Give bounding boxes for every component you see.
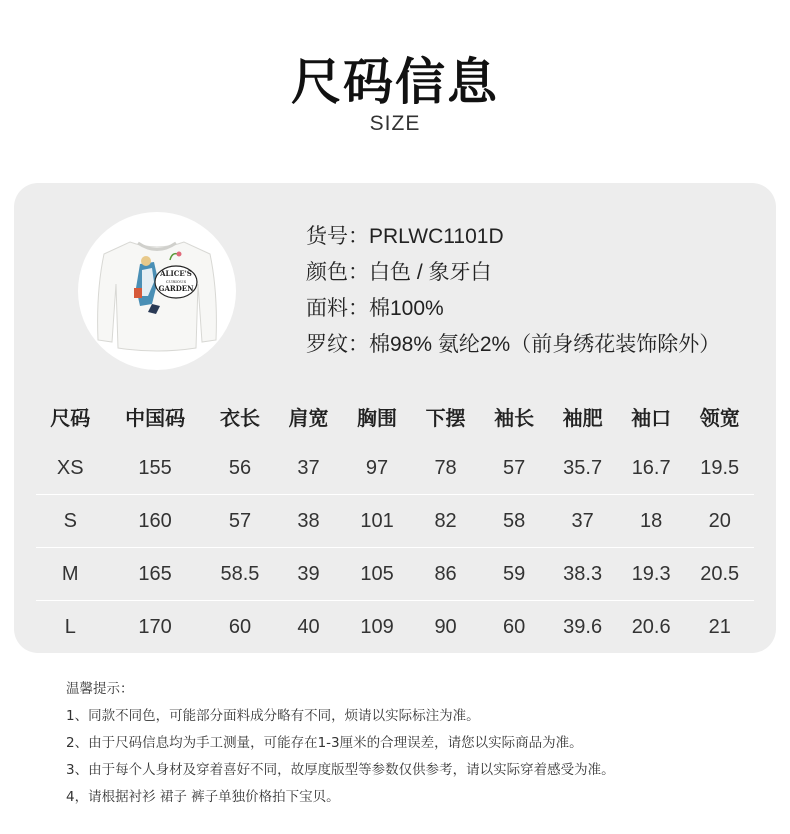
page-title: 尺码信息 (291, 53, 499, 111)
tip-item: 3、由于每个人身材及穿着喜好不同，故厚度版型等参数仅供参考，请以实际穿着感受为准。 (66, 762, 615, 778)
table-cell: 78 (434, 456, 457, 479)
print-text-1: ALICE'S (160, 269, 192, 278)
table-cell: 40 (274, 601, 343, 654)
table-cell: 56 (228, 456, 252, 479)
table-cell: 20 (685, 495, 754, 548)
table-cell: 35.7 (563, 456, 603, 479)
product-image (78, 212, 236, 370)
info-item-color: 颜色：白色 / 象牙白 (306, 260, 492, 284)
table-cell: 90 (411, 601, 480, 654)
table-cell: 19.5 (700, 456, 740, 479)
col-neck-width: 领宽 (699, 405, 740, 430)
col-hem: 下摆 (425, 405, 466, 430)
table-cell: 59 (480, 548, 549, 601)
col-shoulder: 肩宽 (288, 405, 329, 430)
tip-item: 1、同款不同色，可能部分面料成分略有不同，烦请以实际标注为准。 (66, 708, 480, 724)
table-cell: S (36, 495, 105, 548)
table-cell: 97 (365, 456, 389, 479)
col-chest: 胸围 (357, 405, 398, 430)
table-cell: 38.3 (548, 548, 617, 601)
table-cell: 39.6 (548, 601, 617, 654)
col-sleeve-width: 袖肥 (562, 405, 603, 430)
tip-item: 2、由于尺码信息均为手工测量，可能存在1-3厘米的合理误差，请您以实际商品为准。 (66, 735, 583, 751)
table-row (36, 601, 754, 654)
table-row (36, 442, 754, 495)
table-cell: 58.5 (206, 548, 275, 601)
table-cell: 60 (206, 601, 275, 654)
tip-item: 4，请根据衬衫 裙子 裤子单独价格拍下宝贝。 (66, 789, 340, 805)
table-cell: 57 (206, 495, 275, 548)
table-cell: 165 (105, 548, 206, 601)
table-cell: 109 (343, 601, 412, 654)
sweatshirt-illustration (78, 212, 236, 370)
table-cell: XS (56, 456, 84, 479)
table-cell: 160 (105, 495, 206, 548)
table-cell: 18 (617, 495, 686, 548)
table-cell: 101 (343, 495, 412, 548)
info-item-fabric: 面料：棉100% (306, 296, 444, 320)
table-row (36, 495, 754, 548)
size-table (36, 390, 754, 653)
tips-section (66, 676, 615, 811)
table-cell: 37 (297, 456, 320, 479)
color-value: 白色 / 象牙白 (369, 261, 492, 284)
table-cell: 82 (411, 495, 480, 548)
col-cuff: 袖口 (631, 405, 672, 430)
table-cell: 86 (411, 548, 480, 601)
col-sleeve-length: 袖长 (494, 405, 535, 430)
sku-value: PRLWC1101D (369, 225, 504, 248)
size-table-header (36, 390, 754, 442)
print-text-3: GARDEN (158, 284, 194, 293)
table-cell: 57 (502, 456, 526, 479)
print-text-2: CURIOUS (165, 279, 187, 284)
table-cell: 38 (274, 495, 343, 548)
table-cell: 170 (105, 601, 206, 654)
table-cell: 20.5 (685, 548, 754, 601)
table-cell: 105 (343, 548, 412, 601)
table-cell: 19.3 (617, 548, 686, 601)
table-cell: 21 (685, 601, 754, 654)
col-length: 衣长 (219, 405, 260, 430)
col-size: 尺码 (50, 405, 91, 430)
info-item-sku: 货号：PRLWC1101D (306, 224, 504, 248)
table-cell: 155 (138, 456, 172, 479)
table-row (36, 548, 754, 601)
product-info (306, 218, 720, 362)
fabric-value: 棉100% (369, 297, 444, 320)
table-cell: 60 (480, 601, 549, 654)
table-cell: 37 (548, 495, 617, 548)
tips-title: 温馨提示： (66, 681, 134, 697)
table-cell: 16.7 (631, 456, 671, 479)
table-cell: 58 (480, 495, 549, 548)
col-china-size: 中国码 (125, 405, 186, 430)
info-item-rib: 罗纹：棉98% 氨纶2%（前身绣花装饰除外） (306, 332, 721, 356)
table-cell: 20.6 (617, 601, 686, 654)
table-cell: 39 (274, 548, 343, 601)
table-cell: M (36, 548, 105, 601)
rib-value: 棉98% 氨纶2%（前身绣花装饰除外） (369, 333, 721, 356)
page-subtitle: SIZE (369, 112, 421, 135)
table-cell: L (36, 601, 105, 654)
